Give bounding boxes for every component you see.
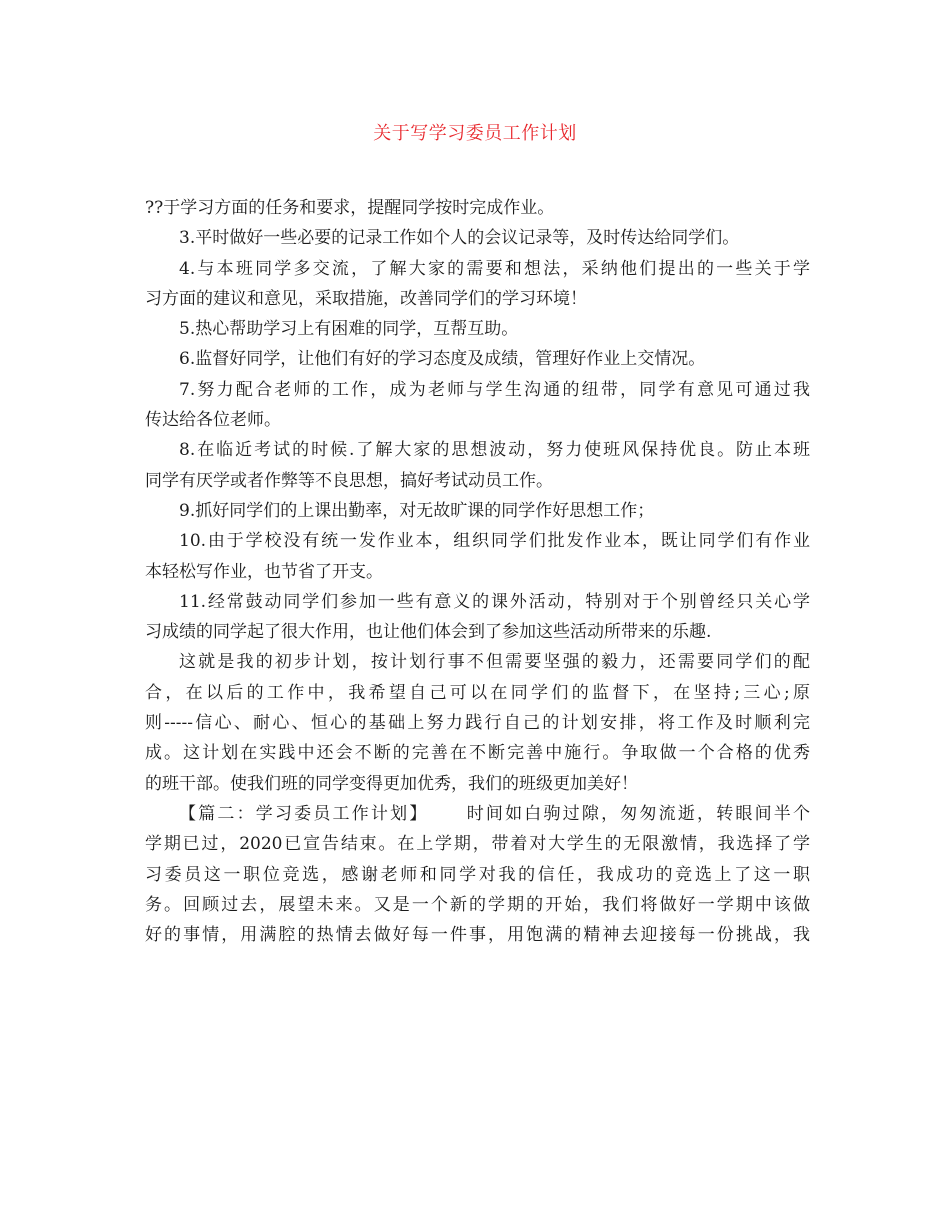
text-line <box>145 708 810 738</box>
text-line <box>145 647 810 677</box>
text-line <box>145 799 810 829</box>
text-line <box>145 496 810 526</box>
text-line-content: 务。回顾过去，展望未来。又是一个新的学期的开始，我们将做好一学期中该做 <box>145 894 810 915</box>
text-line <box>145 526 810 556</box>
text-line <box>145 890 810 920</box>
text-line <box>145 375 810 405</box>
document-body <box>145 193 810 950</box>
text-line-content: 8.在临近考试的时候.了解大家的思想波动，努力使班风保持优良。防止本班 <box>179 440 810 461</box>
text-line <box>145 254 810 284</box>
text-line-content: 的班干部。使我们班的同学变得更加优秀，我们的班级更加美好！ <box>145 773 638 794</box>
text-line-content: 则-----信心、耐心、恒心的基础上努力践行自己的计划安排，将工作及时顺利完 <box>145 713 810 734</box>
text-line <box>145 769 810 799</box>
text-line-content: ??于学习方面的任务和要求，提醒同学按时完成作业。 <box>145 198 555 218</box>
text-line-content: 好的事情，用满腔的热情去做好每一件事，用饱满的精神去迎接每一份挑战，我 <box>145 925 810 946</box>
text-line-content: 7.努力配合老师的工作，成为老师与学生沟通的纽带，同学有意见可通过我 <box>179 379 810 400</box>
text-line <box>145 193 810 223</box>
text-line-continuation: 时间如白驹过隙，匆匆流逝，转眼间半个 <box>464 803 810 824</box>
text-line <box>145 223 810 253</box>
text-line-content: 习方面的建议和意见，采取措施，改善同学们的学习环境！ <box>145 288 587 309</box>
text-line-content: 合，在以后的工作中，我希望自己可以在同学们的监督下，在坚持;三心;原 <box>145 682 810 703</box>
text-line-content: 5.热心帮助学习上有困难的同学，互帮互助。 <box>179 319 519 340</box>
text-line-content: 【篇二：学习委员工作计划】 <box>179 803 429 824</box>
text-line <box>145 860 810 890</box>
text-line <box>145 829 810 859</box>
text-line-content: 10.由于学校没有统一发作业本，组织同学们批发作业本，既让同学们有作业 <box>179 531 810 552</box>
text-line <box>145 617 810 647</box>
text-line <box>145 678 810 708</box>
text-line-content: 9.抓好同学们的上课出勤率，对无故旷课的同学作好思想工作； <box>179 500 655 521</box>
text-line-content: 6.监督好同学，让他们有好的学习态度及成绩，管理好作业上交情况。 <box>179 349 706 370</box>
text-line <box>145 344 810 374</box>
text-line-content: 3.平时做好一些必要的记录工作如个人的会议记录等，及时传达给同学们。 <box>179 228 740 249</box>
text-line <box>145 435 810 465</box>
text-line-content: 学期已过，2020已宣告结束。在上学期，带着对大学生的无限激情，我选择了学 <box>145 834 810 855</box>
text-line-content: 习委员这一职位竞选，感谢老师和同学对我的信任，我成功的竞选上了这一职 <box>145 864 810 885</box>
text-line-content: 传达给各位老师。 <box>145 410 281 431</box>
text-line-content: 这就是我的初步计划，按计划行事不但需要坚强的毅力，还需要同学们的配 <box>179 652 810 673</box>
text-line <box>145 284 810 314</box>
text-line-content: 习成绩的同学起了很大作用，也让他们体会到了参加这些活动所带来的乐趣. <box>145 622 712 643</box>
text-line-content: 同学有厌学或者作弊等不良思想，搞好考试动员工作。 <box>145 470 553 491</box>
text-line <box>145 405 810 435</box>
text-line <box>145 587 810 617</box>
text-line <box>145 557 810 587</box>
text-line-content: 4.与本班同学多交流，了解大家的需要和想法，采纳他们提出的一些关于学 <box>179 258 810 279</box>
text-line-content: 本轻松写作业，也节省了开支。 <box>145 561 383 582</box>
text-line-content: 11.经常鼓动同学们参加一些有意义的课外活动，特别对于个别曾经只关心学 <box>179 591 810 612</box>
text-line <box>145 738 810 768</box>
text-line <box>145 466 810 496</box>
document-title: 关于写学习委员工作计划 <box>373 123 577 144</box>
text-line <box>145 314 810 344</box>
text-line-content: 成。这计划在实践中还会不断的完善在不断完善中施行。争取做一个合格的优秀 <box>145 743 810 764</box>
text-line <box>145 920 810 950</box>
